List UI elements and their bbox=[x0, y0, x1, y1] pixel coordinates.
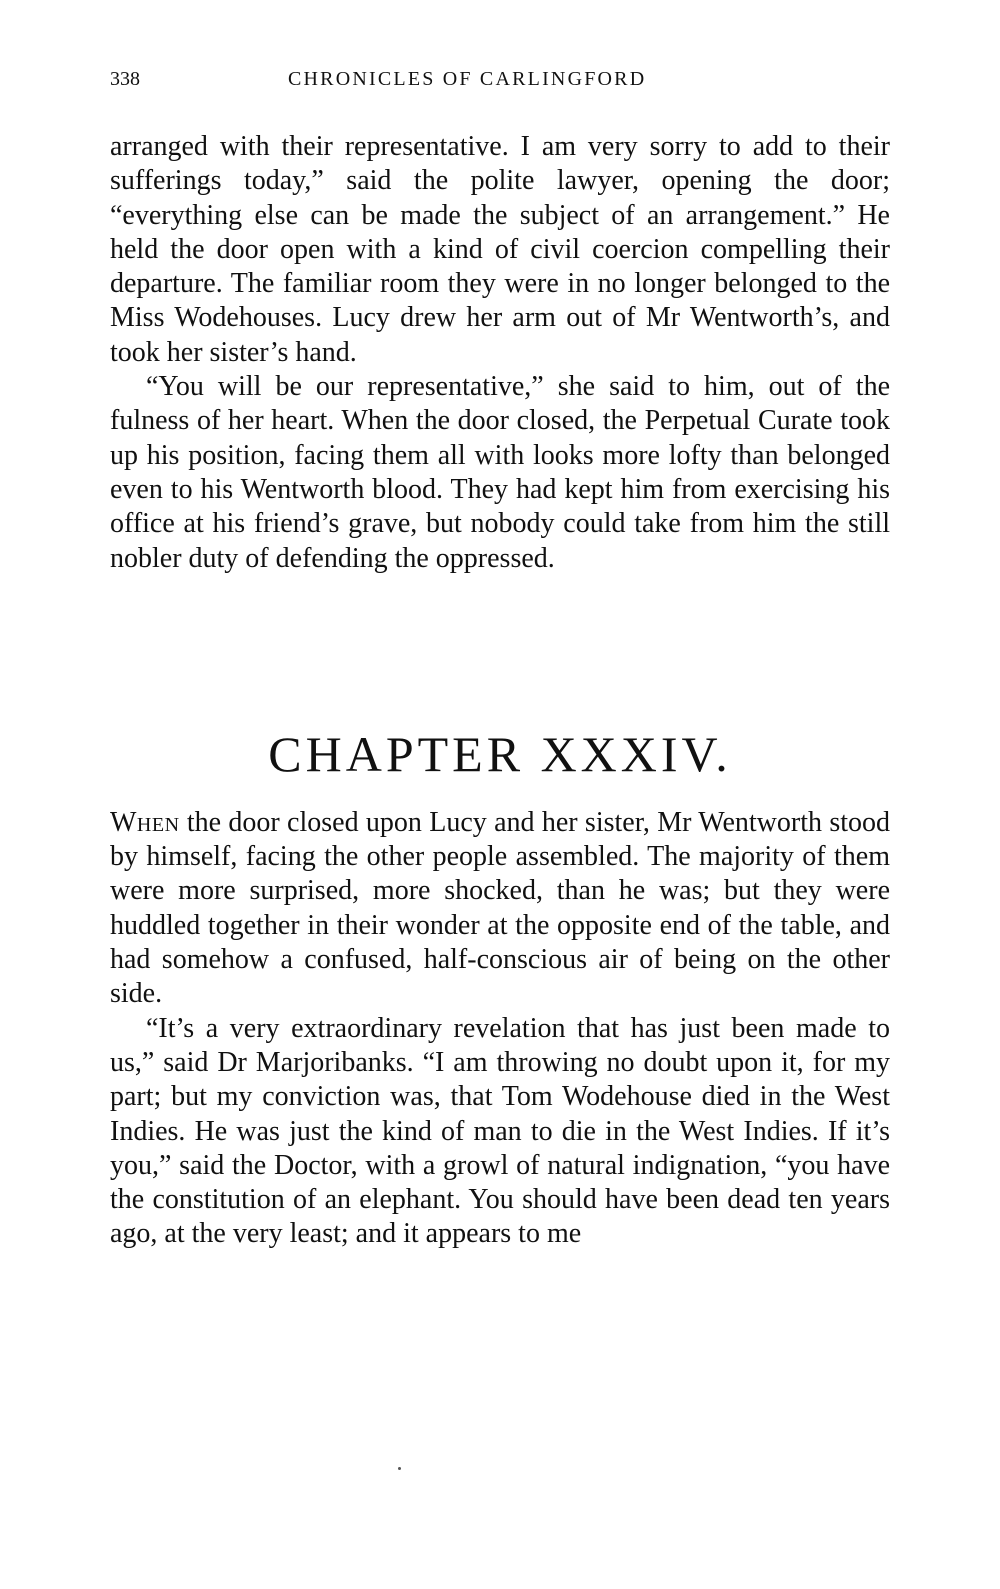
page-number: 338 bbox=[110, 68, 140, 90]
paragraph: “You will be our representative,” she said to him, out of the fulness of her heart. When the door closed, the Perpetual Curate took up his position, facing them all with looks more lofty than belonged even to his Wentworth blood. They had kept him from exercising his office at his friend’s grave, but nobody could take from him the still nobler duty of defending the oppressed. bbox=[110, 371, 890, 574]
opening-paragraph-text: the door closed upon Lucy and her sister, Mr Wentworth stood by himself, facing the other people assembled. The majority of them were more surprised, more shocked, than he was; but they were huddled together in their wonder at the opposite end of the table, and had somehow a confused, half-conscious air of being on the other side. bbox=[110, 806, 890, 1010]
book-page bbox=[110, 68, 890, 1252]
chapter-opening-paragraph bbox=[110, 806, 890, 1012]
opening-word: When bbox=[110, 806, 180, 838]
book-title: CHRONICLES OF CARLINGFORD bbox=[288, 68, 647, 90]
chapter-heading: CHAPTER XXXIV. bbox=[268, 725, 732, 782]
running-head bbox=[110, 68, 890, 98]
ink-speck bbox=[398, 1467, 401, 1470]
paragraph: “It’s a very extraordinary revelation that has just been made to us,” said Dr Marjoribanks. “I am throwing no doubt upon it, for my part; but my conviction was, that Tom Wodehouse died in the West Indies. He was just the kind of man to die in the West Indies. If it’s you,” said the Doctor, with a growl of natural indignation, “you have the constitution of an elephant. You should have been dead ten years ago, at the very least; and it appears to me bbox=[110, 1012, 890, 1250]
paragraph-continued: arranged with their representative. I am very sorry to add to their sufferings today,” said the polite lawyer, opening the door; “everything else can be made the subject of an arrangement.” He held the door open with a kind of civil coercion compelling their departure. The familiar room they were in no longer belonged to the Miss Wodehouses. Lucy drew her arm out of Mr Wentworth’s, and took her sister’s hand. bbox=[110, 131, 890, 368]
